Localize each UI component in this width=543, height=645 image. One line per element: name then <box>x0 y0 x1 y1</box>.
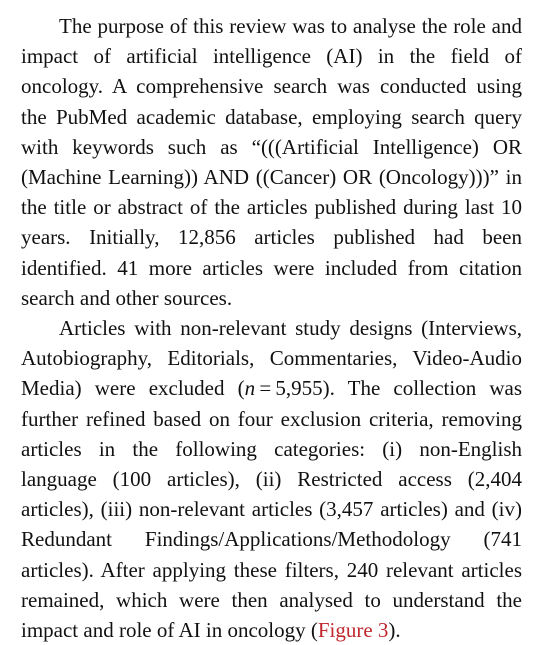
figure-3-link[interactable]: Figure 3 <box>317 618 389 643</box>
n-value: = 5,955 <box>255 376 323 401</box>
paragraph-exclusion-criteria <box>21 313 522 645</box>
paragraph-review-purpose: The purpose of this review was to analyse the role and impact of artificial intelligence (AI) in the field of oncology. A comprehensive search was conducted using the PubMed academic database, employing search query with keywords such as “(((Artificial Intelligence) OR (Machine Learning)) AND ((Cancer) OR (Oncology)))” in the title or abstract of the articles published during last 10 years. Initially, 12,856 articles published had been identified. 41 more articles were included from citation search and other sources. <box>21 14 522 310</box>
paragraph-text-part-1: Articles with non-relevant study designs (Interviews, Autobiography, Editorials, Commentaries, Video-Audio Media) were excluded ( <box>21 316 522 401</box>
n-variable: n <box>244 376 256 401</box>
paragraph-text-part-2: ). The collection was further refined based on four exclusion criteria, removing articles in the following categories: (i) non-English language (100 articles), (ii) Restricted access (2,404 articles), (iii) non-relevant articles (3,457 articles) and (iv) Redundant Findings/Applications/Methodology (741 articles). After applying these filters, 240 relevant articles remained, which were then analysed to understand the impact and role of AI in oncology ( <box>21 376 522 643</box>
paragraph-text-part-3: ). <box>388 618 401 643</box>
